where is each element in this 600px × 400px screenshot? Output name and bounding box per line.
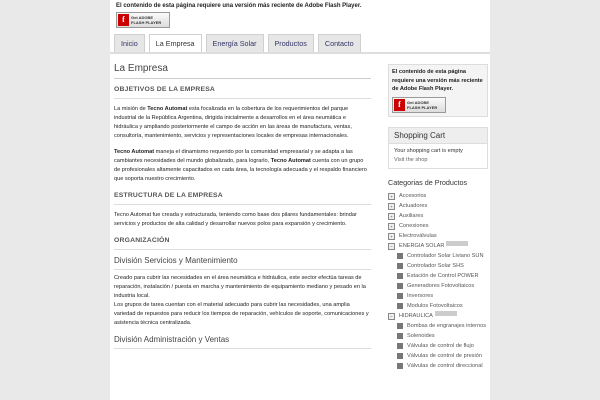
category-label: Electroválvulas (399, 232, 437, 239)
bullet-icon (397, 363, 403, 369)
shopping-cart-box (388, 127, 488, 169)
category-label: Accesorios (399, 192, 427, 199)
objectives-heading: OBJETIVOS DE LA EMPRESA (114, 85, 371, 99)
tab-productos[interactable]: Productos (268, 34, 314, 52)
expand-icon[interactable]: + (388, 193, 395, 200)
services-paragraph-2: Los grupos de tarea cuentan con el material adecuado para cubrir las necesidades, una amplia variedad de repuestos para reducir los tiempos de reparación, vehículos de soporte, comunicaciones y asistencia técnica centralizada. (114, 302, 369, 326)
expand-icon[interactable]: + (388, 213, 395, 220)
category-label: Modulos Fotovoltaicos (407, 302, 463, 309)
sidebar-get-flash-button[interactable] (392, 97, 446, 113)
flash-logo-icon: f (118, 14, 129, 26)
nav-divider (110, 52, 490, 54)
category-label: Estación de Control POWER (407, 272, 479, 279)
bullet-icon (397, 253, 403, 259)
category-item[interactable] (388, 291, 488, 301)
category-item[interactable] (388, 281, 488, 291)
flash-badge-line1: Get ADOBE (131, 15, 154, 20)
division-services-heading: División Servicios y Mantenimiento (114, 256, 371, 270)
bullet-icon (397, 293, 403, 299)
bullet-icon (397, 323, 403, 329)
tab-contacto[interactable]: Contacto (318, 34, 361, 52)
mission-paragraph: La misión de Tecno Automat esta focalizada en la cobertura de los requerimientos del parque industrial de la República Argentina, dirigida inicialmente a desarrollos en el área neumática e hidráulica y ampliando posteriormente el campo de acción en las áreas de manufactura, ventas, consultoría, mantenimiento, servicios y representaciones locales de empresas internacionales. (114, 106, 352, 139)
category-item[interactable] (388, 351, 488, 361)
flash-notice-top (116, 3, 362, 28)
sidebar-flash-text: El contenido de esta página requiere una versión más reciente de Adobe Flash Player. (392, 69, 483, 92)
category-item[interactable] (388, 271, 488, 281)
category-label: Auxiliares (399, 212, 424, 219)
cart-title: Shopping Cart (389, 128, 487, 144)
bullet-icon (397, 303, 403, 309)
category-label: Bombas de engranajes internos (407, 322, 486, 329)
sidebar-flash-notice (388, 64, 488, 117)
category-item[interactable] (388, 331, 488, 341)
division-admin-heading: División Administración y Ventas (114, 335, 371, 349)
flash-notice-text: El contenido de esta página requiere una versión más reciente de Adobe Flash Player. (116, 3, 362, 9)
structure-paragraph: Tecno Automat fue creada y estructurada, teniendo como base dos pilares fundamentales: brindar servicios y productos de alta calidad y desarrollar nuevos polos para expansión y crecimiento. (114, 212, 357, 227)
flash-badge-line2: FLASH PLAYER (131, 20, 162, 25)
category-label: HIDRAULICA (399, 312, 433, 319)
category-label: Inversores (407, 292, 434, 299)
categories-title: Categorias de Productos (388, 177, 468, 187)
category-item[interactable] (388, 201, 488, 211)
flash-logo-icon: f (394, 99, 405, 111)
category-item[interactable] (388, 301, 488, 311)
category-count-badge (446, 241, 468, 246)
main-nav (114, 34, 361, 52)
page-title: La Empresa (114, 64, 371, 79)
bullet-icon (397, 283, 403, 289)
category-tree (388, 191, 488, 371)
bullet-icon (397, 263, 403, 269)
category-label: Actuadores (399, 202, 428, 209)
category-item[interactable] (388, 251, 488, 261)
flash-badge-line2: FLASH PLAYER (407, 104, 438, 110)
tab-energia-solar[interactable]: Energía Solar (206, 34, 264, 52)
collapse-icon[interactable]: − (388, 243, 395, 250)
category-item[interactable] (388, 261, 488, 271)
get-flash-player-button[interactable] (116, 12, 170, 28)
category-item[interactable] (388, 231, 488, 241)
category-item[interactable] (388, 191, 488, 201)
organization-heading: ORGANIZACIÓN (114, 236, 371, 250)
category-item[interactable] (388, 241, 488, 251)
category-count-badge (435, 311, 457, 316)
category-label: Válvulas de control de presión (407, 352, 482, 359)
cart-empty-text: Your shopping cart is empty (394, 147, 463, 154)
category-item[interactable] (388, 361, 488, 371)
category-label: Válvulas de control direccional (407, 362, 483, 369)
flash-badge-line1: Get ADOBE (407, 99, 430, 105)
collapse-icon[interactable]: − (388, 313, 395, 320)
main-content (114, 64, 371, 353)
category-item[interactable] (388, 211, 488, 221)
category-item[interactable] (388, 221, 488, 231)
bullet-icon (397, 343, 403, 349)
category-label: Solenoides (407, 332, 435, 339)
visit-shop-link[interactable]: Visit the shop (394, 156, 428, 163)
bullet-icon (397, 333, 403, 339)
structure-heading: ESTRUCTURA DE LA EMPRESA (114, 191, 371, 205)
expand-icon[interactable]: + (388, 233, 395, 240)
category-label: Controlador Solar SHS (407, 262, 464, 269)
tab-la-empresa[interactable]: La Empresa (149, 34, 202, 52)
sidebar (388, 64, 488, 371)
category-item[interactable] (388, 311, 488, 321)
category-label: Controlador Solar Liviano SUN (407, 252, 484, 259)
category-label: ENERGIA SOLAR (399, 242, 445, 249)
bullet-icon (397, 273, 403, 279)
category-label: Válvulas de control de flujo (407, 342, 474, 349)
expand-icon[interactable]: + (388, 223, 395, 230)
services-paragraph-1: Creado para cubrir las necesidades en el área neumática e hidráulica, este sector efectúa tareas de reparación, instalación / puesta en marcha y mantenimiento de equipamiento mediano y pesado en la industria local. (114, 275, 366, 299)
bullet-icon (397, 353, 403, 359)
category-label: Generadores Fotovoltaicos (407, 282, 475, 289)
category-item[interactable] (388, 341, 488, 351)
category-label: Conexiones (399, 222, 429, 229)
dynamism-paragraph: Tecno Automat maneja el dinamismo requerido por la comunidad empresarial y se adapta a las cambiantes necesidades del mundo globalizado, para lograrlo, Tecno Automat cuenta con un grupo de profesionales altamente capacitados en cada área, la tecnología adecuada y el respaldo financiero que soporta nuestro crecimiento. (114, 149, 367, 182)
category-item[interactable] (388, 321, 488, 331)
expand-icon[interactable]: + (388, 203, 395, 210)
tab-inicio[interactable]: Inicio (114, 34, 145, 52)
